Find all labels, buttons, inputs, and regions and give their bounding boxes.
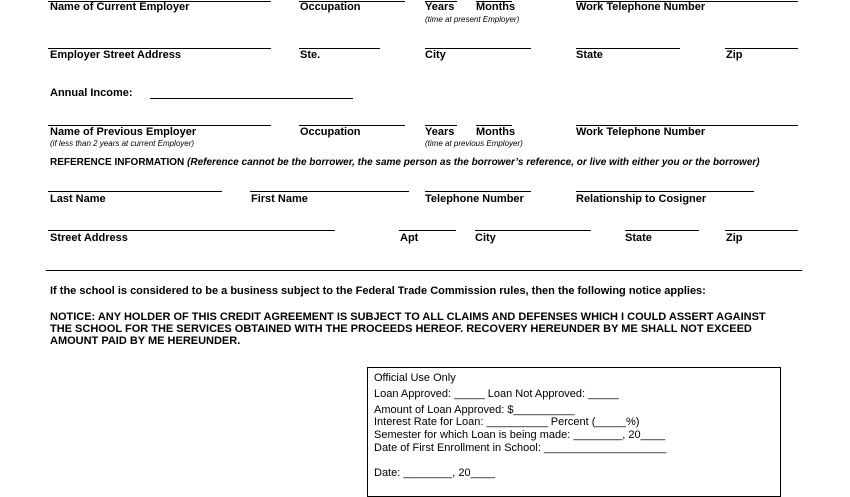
first-name-label: First Name (251, 193, 308, 205)
ref-apt-line[interactable] (399, 230, 456, 231)
reference-heading-title: REFERENCE INFORMATION (50, 157, 185, 168)
official-use-box (367, 367, 781, 497)
street-label: Employer Street Address (50, 49, 182, 61)
annual-income-line[interactable] (150, 98, 353, 99)
official-use-title: Official Use Only (374, 372, 456, 384)
prev-employer-label: Name of Previous Employer (50, 126, 197, 138)
time-present-note: (time at present Employer) (425, 15, 520, 24)
state-label: State (576, 49, 603, 61)
zip-label: Zip (726, 49, 743, 61)
semester-line[interactable]: Semester for which Loan is being made: ________, 20____ (374, 429, 666, 441)
ftc-notice: NOTICE: ANY HOLDER OF THIS CREDIT AGREEMENT IS SUBJECT TO ALL CLAIMS AND DEFENSES WHICH I COULD ASSERT AGAINST THE SCHOOL FOR THE SERVICES OBTAINED WITH THE PROCEEDS HEREOF. RECOVERY HEREUNDER BY ME SHALL NOT EXCEED AMOUNT PAID BY ME HEREUNDER. (50, 311, 766, 347)
last-name-label: Last Name (50, 193, 106, 205)
ref-zip-label: Zip (726, 232, 743, 244)
ref-city-label: City (475, 232, 496, 244)
last-name-line[interactable] (48, 191, 222, 192)
first-name-line[interactable] (250, 191, 409, 192)
months-label: Months (476, 1, 516, 13)
ref-city-line[interactable] (475, 230, 591, 231)
official-date-line[interactable]: Date: ________, 20____ (374, 467, 496, 479)
ref-telephone-label: Telephone Number (425, 193, 524, 205)
work-phone-label: Work Telephone Number (576, 1, 706, 13)
city-label: City (425, 49, 446, 61)
reference-heading (50, 157, 760, 168)
occupation-label: Occupation (300, 1, 361, 13)
prev-months-label: Months (476, 126, 516, 138)
amount-approved-line[interactable]: Amount of Loan Approved: $__________ (374, 404, 575, 416)
prev-occupation-label: Occupation (300, 126, 361, 138)
ref-state-line[interactable] (625, 230, 699, 231)
time-previous-note: (time at previous Employer) (425, 139, 523, 148)
relationship-label: Relationship to Cosigner (576, 193, 707, 205)
years-label: Years (425, 1, 455, 13)
ftc-intro: If the school is considered to be a business subject to the Federal Trade Commission rules, then the following notice applies: (50, 285, 706, 297)
ref-street-line[interactable] (48, 230, 335, 231)
ref-apt-label: Apt (400, 232, 419, 244)
ref-street-label: Street Address (50, 232, 128, 244)
ste-label: Ste. (300, 49, 321, 61)
section-divider (46, 270, 802, 271)
first-enrollment-line[interactable]: Date of First Enrollment in School: ____________________ (374, 442, 667, 454)
prev-years-label: Years (425, 126, 455, 138)
ref-state-label: State (625, 232, 652, 244)
loan-approval-line[interactable]: Loan Approved: _____ Loan Not Approved: _____ (374, 388, 619, 400)
interest-rate-line[interactable]: Interest Rate for Loan: __________ Percent (_____%) (374, 416, 640, 428)
ref-zip-line[interactable] (725, 230, 798, 231)
relationship-line[interactable] (576, 191, 754, 192)
ref-telephone-line[interactable] (425, 191, 531, 192)
annual-income-label: Annual Income: (50, 87, 133, 99)
prev-employer-note: (if less than 2 years at current Employer) (50, 139, 195, 148)
reference-heading-note: (Reference cannot be the borrower, the same person as the borrower’s reference, or live with either you or the borrower) (184, 157, 760, 168)
employer-label: Name of Current Employer (50, 1, 190, 13)
prev-work-phone-label: Work Telephone Number (576, 126, 706, 138)
